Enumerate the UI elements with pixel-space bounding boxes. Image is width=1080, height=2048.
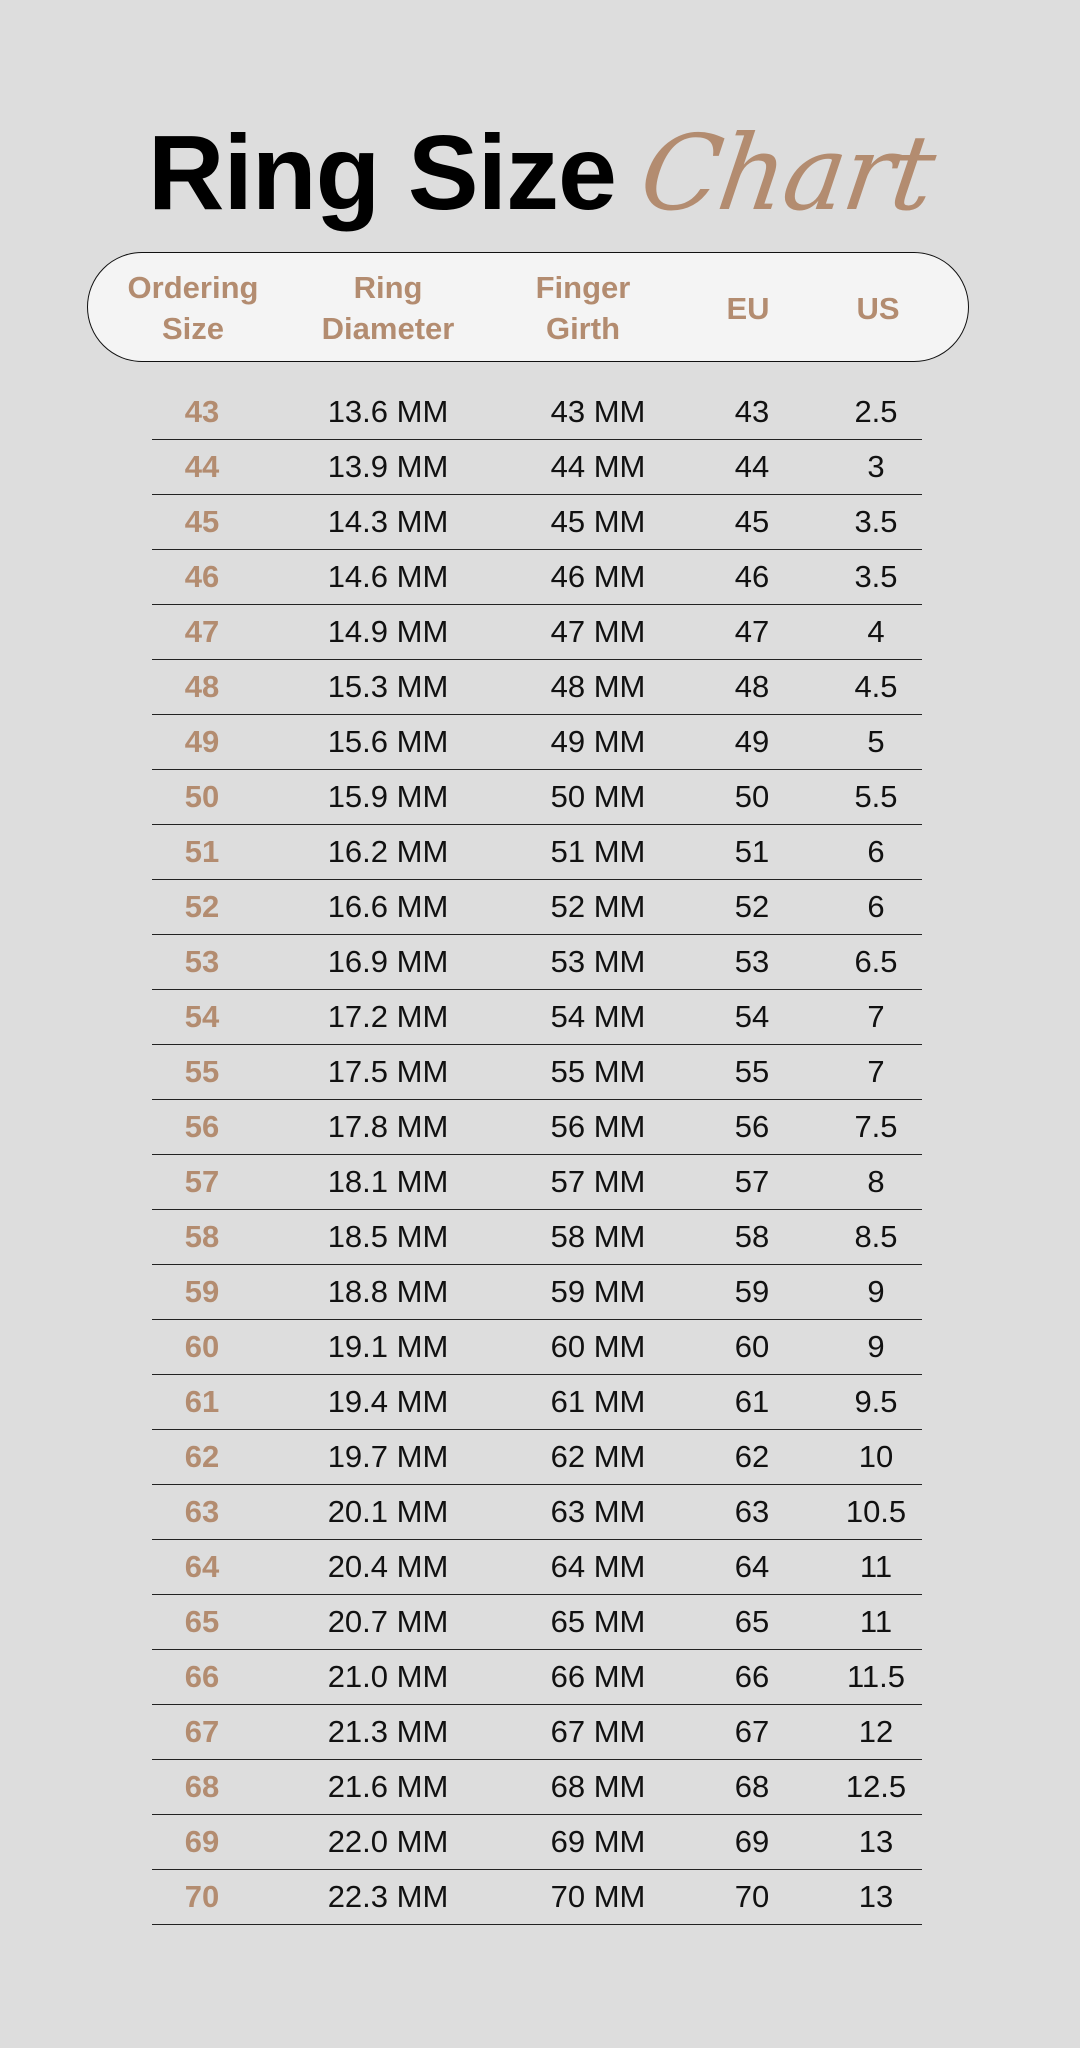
- ring-size-table: [152, 385, 922, 1925]
- table-row: [152, 1210, 922, 1265]
- finger-girth-cell: 56 MM: [550, 1108, 646, 1144]
- header-ring-diameter: [303, 253, 473, 363]
- eu-size-cell: 51: [734, 833, 770, 869]
- ordering-size-cell: 56: [184, 1108, 220, 1144]
- us-size-cell: 12: [858, 1713, 894, 1749]
- ordering-size-cell: 46: [184, 558, 220, 594]
- us-size-cell: 6: [867, 833, 885, 869]
- ring-diameter-cell: 19.1 MM: [327, 1328, 449, 1364]
- finger-girth-cell: 45 MM: [550, 503, 646, 539]
- header-label: Ordering: [127, 270, 259, 305]
- finger-girth-cell: 62 MM: [550, 1438, 646, 1474]
- ring-diameter-cell: 22.3 MM: [327, 1878, 449, 1914]
- ordering-size-cell: 61: [184, 1383, 220, 1419]
- us-size-cell: 13: [858, 1823, 894, 1859]
- ring-diameter-cell: 14.9 MM: [327, 613, 449, 649]
- eu-size-cell: 62: [734, 1438, 770, 1474]
- ordering-size-cell: 47: [184, 613, 220, 649]
- finger-girth-cell: 50 MM: [550, 778, 646, 814]
- table-row: [152, 440, 922, 495]
- ordering-size-cell: 54: [184, 998, 220, 1034]
- header-label: Girth: [545, 311, 621, 346]
- page-title: [0, 112, 1080, 234]
- table-row: [152, 495, 922, 550]
- finger-girth-cell: 65 MM: [550, 1603, 646, 1639]
- us-size-cell: 2.5: [854, 393, 898, 429]
- eu-size-cell: 64: [734, 1548, 770, 1584]
- ring-diameter-cell: 13.6 MM: [327, 393, 449, 429]
- ordering-size-cell: 48: [184, 668, 220, 704]
- us-size-cell: 3: [867, 448, 885, 484]
- finger-girth-cell: 54 MM: [550, 998, 646, 1034]
- ring-diameter-cell: 20.7 MM: [327, 1603, 449, 1639]
- us-size-cell: 11: [859, 1603, 893, 1639]
- ring-diameter-cell: 19.4 MM: [327, 1383, 449, 1419]
- eu-size-cell: 45: [734, 503, 770, 539]
- us-size-cell: 11: [859, 1548, 893, 1584]
- finger-girth-cell: 51 MM: [550, 833, 646, 869]
- ring-diameter-cell: 14.3 MM: [327, 503, 449, 539]
- ring-diameter-cell: 15.3 MM: [327, 668, 449, 704]
- us-size-cell: 10.5: [845, 1493, 907, 1529]
- header-label: US: [856, 290, 900, 326]
- ordering-size-cell: 45: [184, 503, 220, 539]
- ordering-size-cell: 50: [184, 778, 220, 814]
- finger-girth-cell: 64 MM: [550, 1548, 646, 1584]
- eu-size-cell: 68: [734, 1768, 770, 1804]
- eu-size-cell: 53: [734, 943, 770, 979]
- finger-girth-cell: 48 MM: [550, 668, 646, 704]
- table-row: [152, 660, 922, 715]
- eu-size-cell: 57: [734, 1163, 770, 1199]
- ring-diameter-cell: 20.4 MM: [327, 1548, 449, 1584]
- finger-girth-cell: 53 MM: [550, 943, 646, 979]
- us-size-cell: 6: [867, 888, 885, 924]
- table-row: [152, 1650, 922, 1705]
- ring-diameter-cell: 14.6 MM: [327, 558, 449, 594]
- eu-size-cell: 48: [734, 668, 770, 704]
- finger-girth-cell: 55 MM: [550, 1053, 646, 1089]
- ring-diameter-cell: 16.9 MM: [327, 943, 449, 979]
- us-size-cell: 3.5: [854, 503, 898, 539]
- ordering-size-cell: 51: [184, 833, 220, 869]
- table-row: [152, 1045, 922, 1100]
- header-label: Size: [161, 311, 225, 346]
- eu-size-cell: 43: [734, 393, 770, 429]
- ring-diameter-cell: 17.2 MM: [327, 998, 449, 1034]
- finger-girth-cell: 69 MM: [550, 1823, 646, 1859]
- table-row: [152, 550, 922, 605]
- table-row: [152, 1705, 922, 1760]
- finger-girth-cell: 43 MM: [550, 393, 646, 429]
- ring-diameter-cell: 17.8 MM: [327, 1108, 449, 1144]
- us-size-cell: 9: [867, 1328, 885, 1364]
- us-size-cell: 8: [867, 1163, 885, 1199]
- eu-size-cell: 49: [734, 723, 770, 759]
- table-row: [152, 1100, 922, 1155]
- us-size-cell: 10: [858, 1438, 894, 1474]
- table-row: [152, 1760, 922, 1815]
- us-size-cell: 3.5: [854, 558, 898, 594]
- table-row: [152, 1430, 922, 1485]
- ordering-size-cell: 49: [184, 723, 220, 759]
- us-size-cell: 5: [867, 723, 885, 759]
- header-label: Ring: [353, 270, 423, 305]
- eu-size-cell: 65: [734, 1603, 770, 1639]
- table-row: [152, 385, 922, 440]
- finger-girth-cell: 57 MM: [550, 1163, 646, 1199]
- us-size-cell: 12.5: [845, 1768, 907, 1804]
- eu-size-cell: 70: [734, 1878, 770, 1914]
- us-size-cell: 7: [867, 1053, 885, 1089]
- eu-size-cell: 47: [734, 613, 770, 649]
- ring-diameter-cell: 19.7 MM: [327, 1438, 449, 1474]
- header-ordering-size: [113, 253, 273, 363]
- header-label: Diameter: [321, 311, 455, 346]
- ordering-size-cell: 66: [184, 1658, 220, 1694]
- ring-diameter-cell: 18.5 MM: [327, 1218, 449, 1254]
- eu-size-cell: 61: [734, 1383, 770, 1419]
- finger-girth-cell: 66 MM: [550, 1658, 646, 1694]
- title-script: Chart: [633, 112, 941, 234]
- table-row: [152, 1155, 922, 1210]
- finger-girth-cell: 63 MM: [550, 1493, 646, 1529]
- ring-diameter-cell: 18.1 MM: [327, 1163, 449, 1199]
- ordering-size-cell: 67: [184, 1713, 220, 1749]
- finger-girth-cell: 44 MM: [550, 448, 646, 484]
- eu-size-cell: 63: [734, 1493, 770, 1529]
- ring-diameter-cell: 13.9 MM: [327, 448, 449, 484]
- table-row: [152, 880, 922, 935]
- ring-diameter-cell: 15.9 MM: [327, 778, 449, 814]
- finger-girth-cell: 61 MM: [550, 1383, 646, 1419]
- finger-girth-cell: 58 MM: [550, 1218, 646, 1254]
- eu-size-cell: 59: [734, 1273, 770, 1309]
- header-label: EU: [726, 290, 770, 326]
- table-row: [152, 1265, 922, 1320]
- ordering-size-cell: 60: [184, 1328, 220, 1364]
- ordering-size-cell: 69: [184, 1823, 220, 1859]
- ring-diameter-cell: 16.2 MM: [327, 833, 449, 869]
- ring-diameter-cell: 21.6 MM: [327, 1768, 449, 1804]
- eu-size-cell: 55: [734, 1053, 770, 1089]
- eu-size-cell: 52: [734, 888, 770, 924]
- ordering-size-cell: 57: [184, 1163, 220, 1199]
- finger-girth-cell: 49 MM: [550, 723, 646, 759]
- eu-size-cell: 54: [734, 998, 770, 1034]
- eu-size-cell: 69: [734, 1823, 770, 1859]
- table-row: [152, 715, 922, 770]
- ring-diameter-cell: 20.1 MM: [327, 1493, 449, 1529]
- eu-size-cell: 50: [734, 778, 770, 814]
- ordering-size-cell: 55: [184, 1053, 220, 1089]
- us-size-cell: 9: [867, 1273, 885, 1309]
- finger-girth-cell: 60 MM: [550, 1328, 646, 1364]
- table-row: [152, 935, 922, 990]
- table-row: [152, 1870, 922, 1925]
- finger-girth-cell: 70 MM: [550, 1878, 646, 1914]
- finger-girth-cell: 67 MM: [550, 1713, 646, 1749]
- table-row: [152, 1320, 922, 1375]
- ordering-size-cell: 65: [184, 1603, 220, 1639]
- title-main: Ring Size: [147, 114, 616, 232]
- table-row: [152, 1485, 922, 1540]
- ordering-size-cell: 44: [184, 448, 220, 484]
- table-row: [152, 605, 922, 660]
- ordering-size-cell: 59: [184, 1273, 220, 1309]
- ordering-size-cell: 63: [184, 1493, 220, 1529]
- table-row: [152, 1375, 922, 1430]
- ring-diameter-cell: 21.3 MM: [327, 1713, 449, 1749]
- us-size-cell: 11.5: [846, 1658, 906, 1694]
- ordering-size-cell: 64: [184, 1548, 220, 1584]
- us-size-cell: 4.5: [854, 668, 898, 704]
- eu-size-cell: 58: [734, 1218, 770, 1254]
- us-size-cell: 4: [867, 613, 885, 649]
- ordering-size-cell: 58: [184, 1218, 220, 1254]
- ordering-size-cell: 62: [184, 1438, 220, 1474]
- finger-girth-cell: 47 MM: [550, 613, 646, 649]
- eu-size-cell: 60: [734, 1328, 770, 1364]
- table-row: [152, 770, 922, 825]
- ring-diameter-cell: 16.6 MM: [327, 888, 449, 924]
- header-us: [838, 253, 918, 363]
- header-label: Finger: [535, 270, 631, 305]
- ring-diameter-cell: 17.5 MM: [327, 1053, 449, 1089]
- us-size-cell: 6.5: [854, 943, 898, 979]
- eu-size-cell: 67: [734, 1713, 770, 1749]
- finger-girth-cell: 46 MM: [550, 558, 646, 594]
- table-row: [152, 825, 922, 880]
- table-header: [87, 252, 969, 362]
- ordering-size-cell: 70: [184, 1878, 220, 1914]
- us-size-cell: 9.5: [854, 1383, 898, 1419]
- ordering-size-cell: 43: [184, 393, 220, 429]
- eu-size-cell: 44: [734, 448, 770, 484]
- us-size-cell: 8.5: [854, 1218, 898, 1254]
- us-size-cell: 7.5: [854, 1108, 898, 1144]
- ordering-size-cell: 53: [184, 943, 220, 979]
- ring-diameter-cell: 15.6 MM: [327, 723, 449, 759]
- table-row: [152, 1815, 922, 1870]
- header-eu: [708, 253, 788, 363]
- ordering-size-cell: 68: [184, 1768, 220, 1804]
- us-size-cell: 5.5: [854, 778, 898, 814]
- us-size-cell: 13: [858, 1878, 894, 1914]
- table-row: [152, 990, 922, 1045]
- table-row: [152, 1540, 922, 1595]
- eu-size-cell: 56: [734, 1108, 770, 1144]
- finger-girth-cell: 68 MM: [550, 1768, 646, 1804]
- ring-diameter-cell: 21.0 MM: [327, 1658, 449, 1694]
- ring-diameter-cell: 18.8 MM: [327, 1273, 449, 1309]
- us-size-cell: 7: [867, 998, 885, 1034]
- ring-diameter-cell: 22.0 MM: [327, 1823, 449, 1859]
- table-row: [152, 1595, 922, 1650]
- eu-size-cell: 66: [734, 1658, 770, 1694]
- ordering-size-cell: 52: [184, 888, 220, 924]
- eu-size-cell: 46: [734, 558, 770, 594]
- finger-girth-cell: 52 MM: [550, 888, 646, 924]
- finger-girth-cell: 59 MM: [550, 1273, 646, 1309]
- header-finger-girth: [508, 253, 658, 363]
